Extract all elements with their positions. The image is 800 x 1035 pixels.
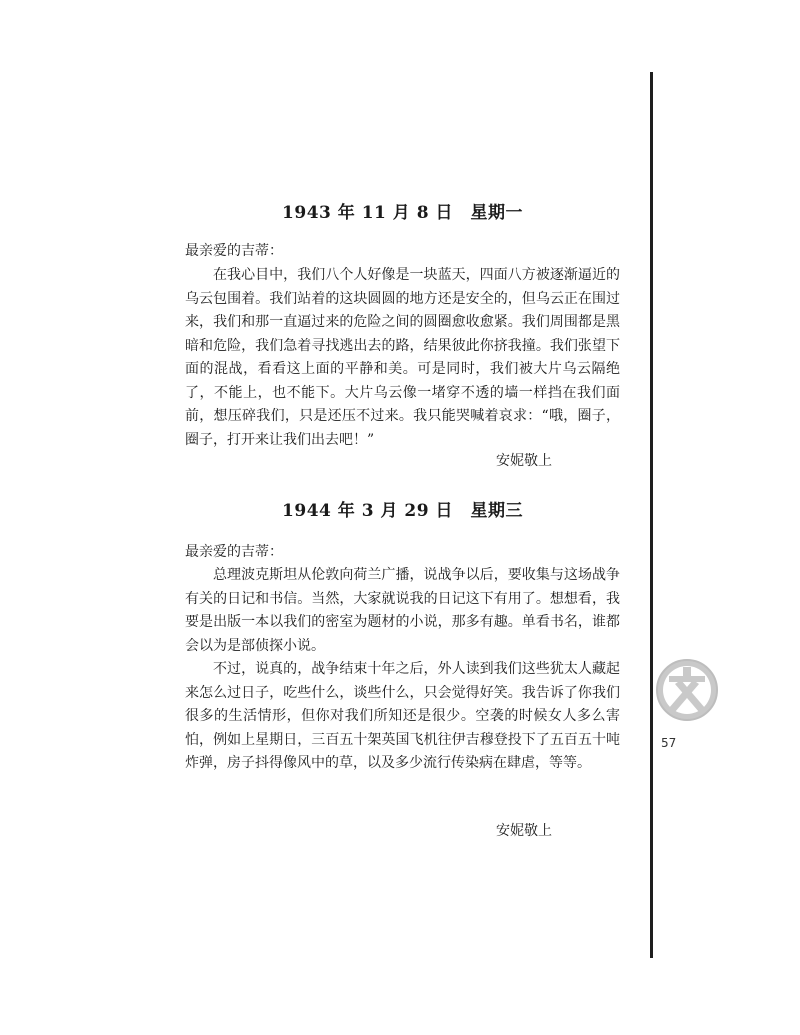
entry-2-paragraph-1: 总理波克斯坦从伦敦向荷兰广播，说战争以后，要收集与这场战争有关的日记和书信。当然，大家就说我的日记这下有用了。想想看，我要是出版一本以我们的密室为题材的小说，那多有趣。单看书名，谁都会以为是部侦探小说。: [185, 567, 620, 654]
entry-2-paragraph-2: 不过，说真的，战争结束十年之后，外人读到我们这些犹太人藏起来怎么过日子，吃些什么，谈些什么，只会觉得好笑。我告诉了你我们很多的生活情形，但你对我们所知还是很少。空袭的时候女人多么害怕，例如上星期日，三百五十架英国飞机往伊吉穆登投下了五百五十吨炸弹，房子抖得像风中的草，以及多少流行传染病在肆虐，等等。: [185, 661, 620, 771]
entry-1-paragraph-1: 在我心目中，我们八个人好像是一块蓝天，四面八方被逐渐逼近的乌云包围着。我们站着的这块圆圆的地方还是安全的，但乌云正在围过来，我们和那一直逼过来的危险之间的圆圈愈收愈紧。我们周围都是黑暗和危险，我们急着寻找逃出去的路，结果彼此你挤我撞。我们张望下面的混战，看看这上面的平静和美。可是同时，我们被大片乌云隔绝了，不能上，也不能下。大片乌云像一堵穿不透的墙一样挡在我们面前，想压碎我们，只是还压不过来。我只能哭喊着哀求：“哦，圈子，圈子，打开来让我们出去吧！”: [185, 267, 620, 448]
entry-1-salutation: 最亲爱的吉蒂：: [185, 243, 283, 259]
entry-1-signature: 安妮敬上: [496, 453, 552, 469]
entry-2-title: 1944 年 3 月 29 日 星期三: [282, 501, 523, 521]
margin-rule: [650, 72, 653, 958]
page-number: 57: [661, 736, 677, 750]
wen-character-seal-icon: [655, 658, 719, 726]
entry-2-salutation: 最亲爱的吉蒂：: [185, 544, 283, 560]
entry-2-signature: 安妮敬上: [496, 823, 552, 839]
entry-1-title: 1943 年 11 月 8 日 星期一: [282, 203, 523, 223]
